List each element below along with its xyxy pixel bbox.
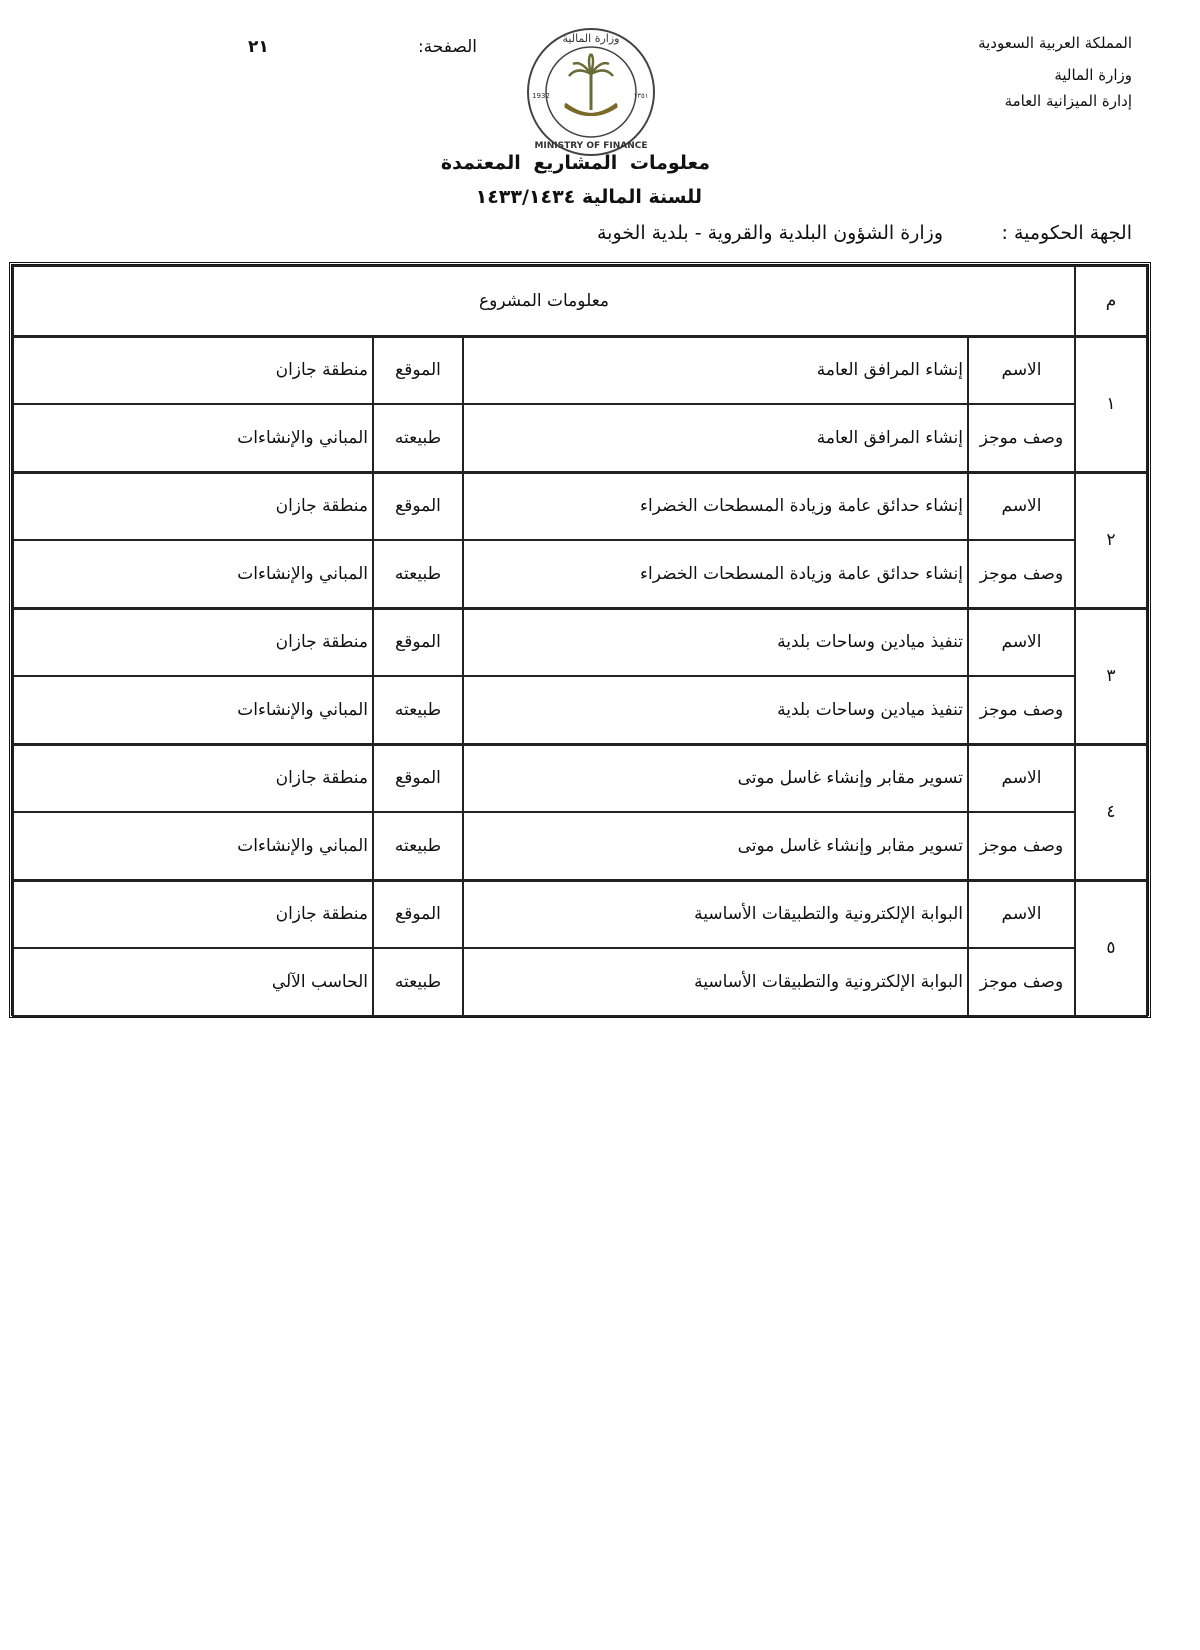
project-location: منطقة جازان [13,744,373,812]
ministry-seal-logo [525,26,657,158]
label-nature: طبيعته [373,540,463,608]
table-header-row [13,266,1147,336]
projects-table [9,262,1151,1018]
project-description: البوابة الإلكترونية والتطبيقات الأساسية [463,948,968,1016]
label-nature: طبيعته [373,676,463,744]
project-row-description [13,812,1147,880]
label-location: الموقع [373,880,463,948]
label-description: وصف موجز [968,404,1075,472]
header-country: المملكة العربية السعودية [978,34,1132,52]
project-description: إنشاء المرافق العامة [463,404,968,472]
project-row-name [13,336,1147,404]
label-location: الموقع [373,608,463,676]
label-description: وصف موجز [968,812,1075,880]
project-nature: المباني والإنشاءات [13,676,373,744]
project-description: تنفيذ ميادين وساحات بلدية [463,676,968,744]
project-nature: المباني والإنشاءات [13,540,373,608]
project-location: منطقة جازان [13,336,373,404]
project-number: ٤ [1075,744,1147,880]
project-row-description [13,540,1147,608]
label-description: وصف موجز [968,540,1075,608]
label-nature: طبيعته [373,812,463,880]
project-location: منطقة جازان [13,880,373,948]
project-row-name [13,880,1147,948]
entity-value: وزارة الشؤون البلدية والقروية - بلدية الخوبة [597,222,943,244]
document-title: معلومات المشاريع المعتمدة [440,152,710,174]
project-description: تسوير مقابر وإنشاء غاسل موتى [463,812,968,880]
label-name: الاسم [968,472,1075,540]
page-number: ٢١ [248,37,269,57]
col-number-header: م [1075,266,1147,336]
col-info-header: معلومات المشروع [13,266,1075,336]
label-location: الموقع [373,744,463,812]
project-location: منطقة جازان [13,472,373,540]
project-description: إنشاء حدائق عامة وزيادة المسطحات الخضراء [463,540,968,608]
project-name: إنشاء حدائق عامة وزيادة المسطحات الخضراء [463,472,968,540]
project-nature: الحاسب الآلي [13,948,373,1016]
header-department: إدارة الميزانية العامة [1004,92,1132,110]
label-name: الاسم [968,336,1075,404]
project-number: ٣ [1075,608,1147,744]
label-description: وصف موجز [968,676,1075,744]
label-name: الاسم [968,880,1075,948]
label-description: وصف موجز [968,948,1075,1016]
project-name: تسوير مقابر وإنشاء غاسل موتى [463,744,968,812]
project-row-description [13,676,1147,744]
project-name: إنشاء المرافق العامة [463,336,968,404]
project-row-description [13,948,1147,1016]
project-name: تنفيذ ميادين وساحات بلدية [463,608,968,676]
project-number: ٥ [1075,880,1147,1016]
project-number: ٢ [1075,472,1147,608]
project-location: منطقة جازان [13,608,373,676]
label-location: الموقع [373,472,463,540]
label-nature: طبيعته [373,404,463,472]
logo-year-left: 1932 [532,92,550,100]
page-label: الصفحة: [417,37,477,57]
project-row-name [13,744,1147,812]
logo-english-text: MINISTRY OF FINANCE [534,141,648,151]
label-name: الاسم [968,608,1075,676]
project-nature: المباني والإنشاءات [13,404,373,472]
label-name: الاسم [968,744,1075,812]
project-name: البوابة الإلكترونية والتطبيقات الأساسية [463,880,968,948]
logo-year-right: ١٣٥١ [633,92,649,100]
project-row-name [13,472,1147,540]
logo-arabic-text: وزارة المالية [562,32,620,45]
fiscal-year: للسنة المالية ١٤٣٣/١٤٣٤ [475,186,702,208]
project-row-description [13,404,1147,472]
entity-label: الجهة الحكومية : [1001,222,1132,244]
label-location: الموقع [373,336,463,404]
header-ministry: وزارة المالية [1054,66,1132,84]
project-number: ١ [1075,336,1147,472]
label-nature: طبيعته [373,948,463,1016]
project-row-name [13,608,1147,676]
project-nature: المباني والإنشاءات [13,812,373,880]
